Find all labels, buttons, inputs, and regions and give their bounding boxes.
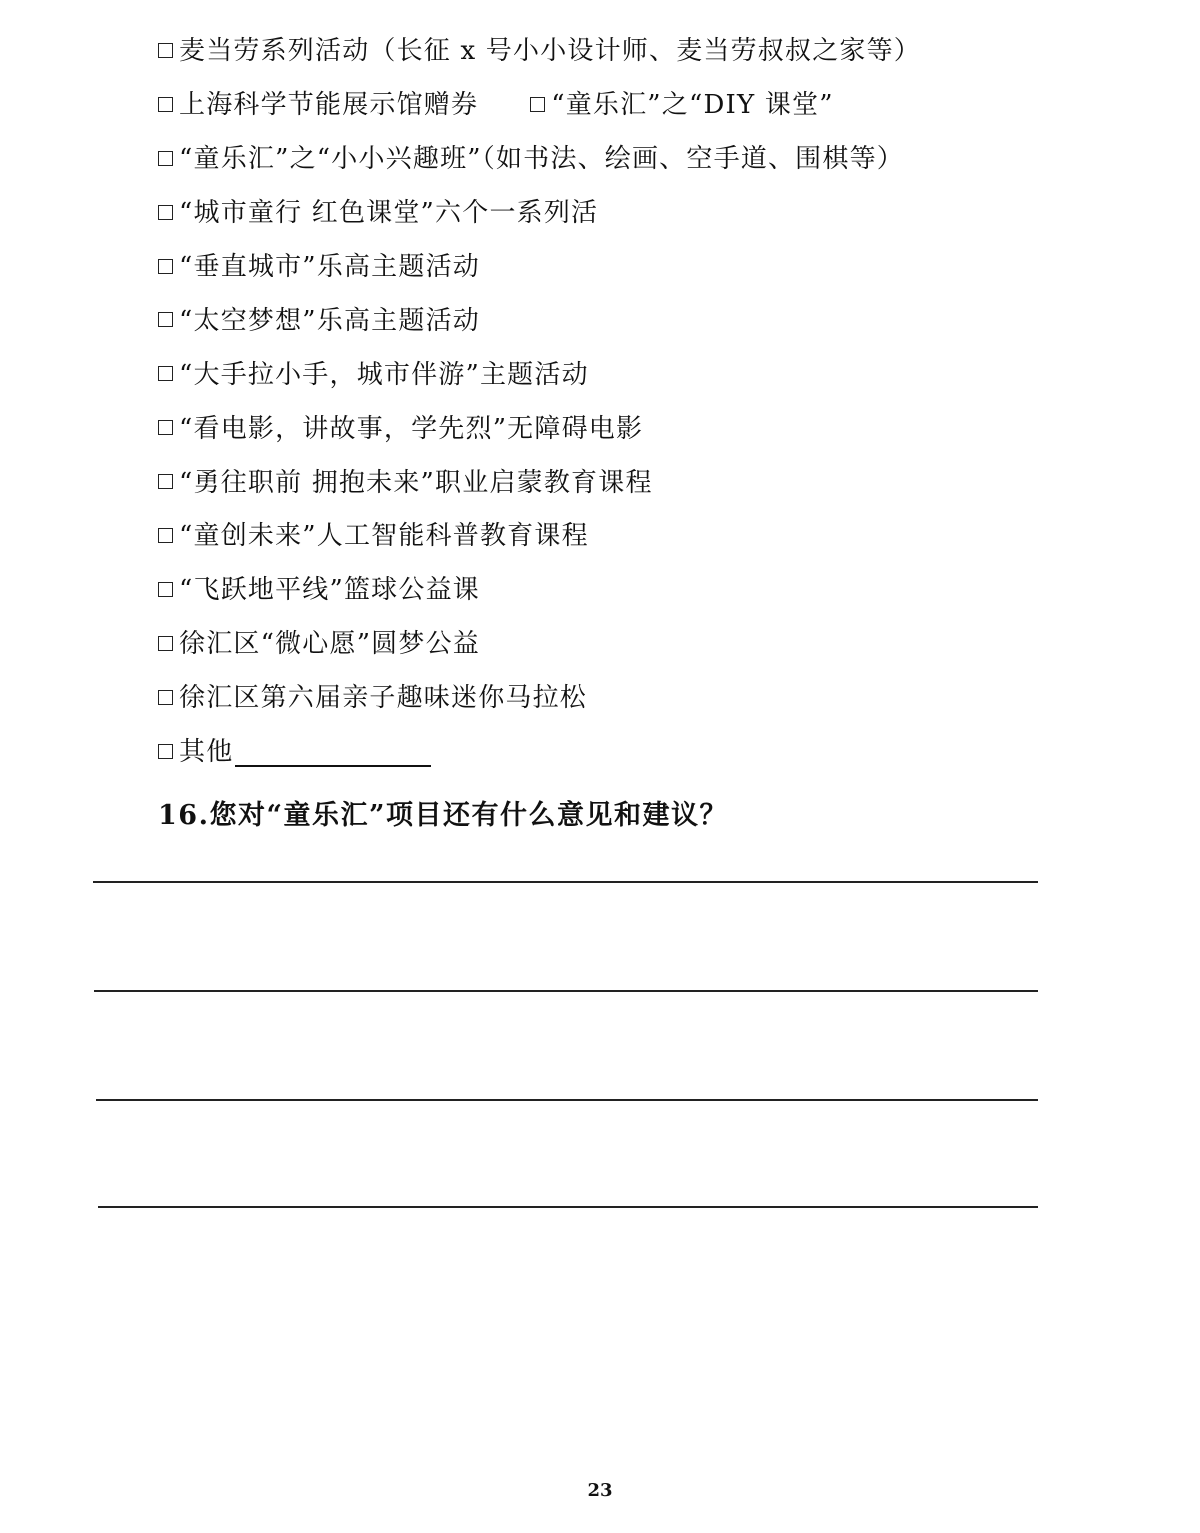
option-other[interactable] (158, 723, 1058, 777)
checkbox-icon[interactable] (158, 474, 173, 489)
option-label: “城市童行 红色课堂”六个一系列活 (179, 198, 599, 229)
checkbox-icon[interactable] (158, 259, 173, 274)
option-career[interactable] (158, 453, 1058, 507)
option-mcdonalds[interactable] (158, 22, 1058, 76)
option-label: “太空梦想”乐高主题活动 (179, 305, 480, 336)
checkbox-icon[interactable] (158, 528, 173, 543)
answer-line[interactable] (94, 990, 1038, 992)
option-movie[interactable] (158, 399, 1058, 453)
option-label: “大手拉小手，城市伴游”主题活动 (179, 359, 589, 390)
page-number: 23 (587, 1480, 613, 1501)
option-city-tour[interactable] (158, 345, 1058, 399)
checkbox-icon[interactable] (158, 151, 173, 166)
option-label: “童创未来”人工智能科普教育课程 (179, 521, 589, 552)
checkbox-icon[interactable] (158, 205, 173, 220)
answer-line[interactable] (98, 1206, 1038, 1208)
option-ai[interactable] (158, 507, 1058, 561)
option-label: 麦当劳系列活动（长征 x 号小小设计师、麦当劳叔叔之家等） (179, 36, 921, 67)
checkbox-icon[interactable] (158, 636, 173, 651)
option-marathon[interactable] (158, 669, 1058, 723)
checkbox-icon[interactable] (158, 744, 173, 759)
checkbox-icon[interactable] (158, 97, 173, 112)
checkbox-icon[interactable] (158, 312, 173, 327)
checkbox-icon[interactable] (158, 366, 173, 381)
other-fill-blank[interactable] (235, 741, 431, 767)
option-red-classroom[interactable] (158, 184, 1058, 238)
option-wish[interactable] (158, 615, 1058, 669)
checkbox-icon[interactable] (158, 43, 173, 58)
option-label: “飞跃地平线”篮球公益课 (179, 575, 480, 606)
option-label: 徐汇区第六届亲子趣味迷你马拉松 (179, 683, 588, 714)
option-label: 其他 (179, 737, 234, 768)
option-label: “童乐汇”之“DIY 课堂” (551, 90, 834, 121)
checkbox-icon[interactable] (158, 690, 173, 705)
option-interest-class[interactable] (158, 130, 1058, 184)
option-row-energy-diy (158, 76, 1058, 130)
option-label: “童乐汇”之“小小兴趣班”（如书法、绘画、空手道、围棋等） (179, 144, 904, 175)
option-label: “看电影，讲故事，学先烈”无障碍电影 (179, 413, 644, 444)
option-label: 徐汇区“微心愿”圆梦公益 (179, 629, 480, 660)
checkbox-icon[interactable] (158, 582, 173, 597)
option-vertical-city[interactable] (158, 238, 1058, 292)
checkbox-icon[interactable] (158, 420, 173, 435)
checkbox-icon[interactable] (530, 97, 545, 112)
answer-line[interactable] (93, 881, 1038, 883)
option-space-dream[interactable] (158, 291, 1058, 345)
option-basketball[interactable] (158, 561, 1058, 615)
activity-options-list (158, 22, 1058, 776)
option-label: “勇往职前 拥抱未来”职业启蒙教育课程 (179, 467, 653, 498)
answer-line[interactable] (96, 1099, 1038, 1101)
option-label: “垂直城市”乐高主题活动 (179, 252, 480, 282)
option-label: 上海科学节能展示馆赠券 (179, 90, 479, 121)
question-16-title: 16.您对“童乐汇”项目还有什么意见和建议？ (158, 800, 729, 831)
